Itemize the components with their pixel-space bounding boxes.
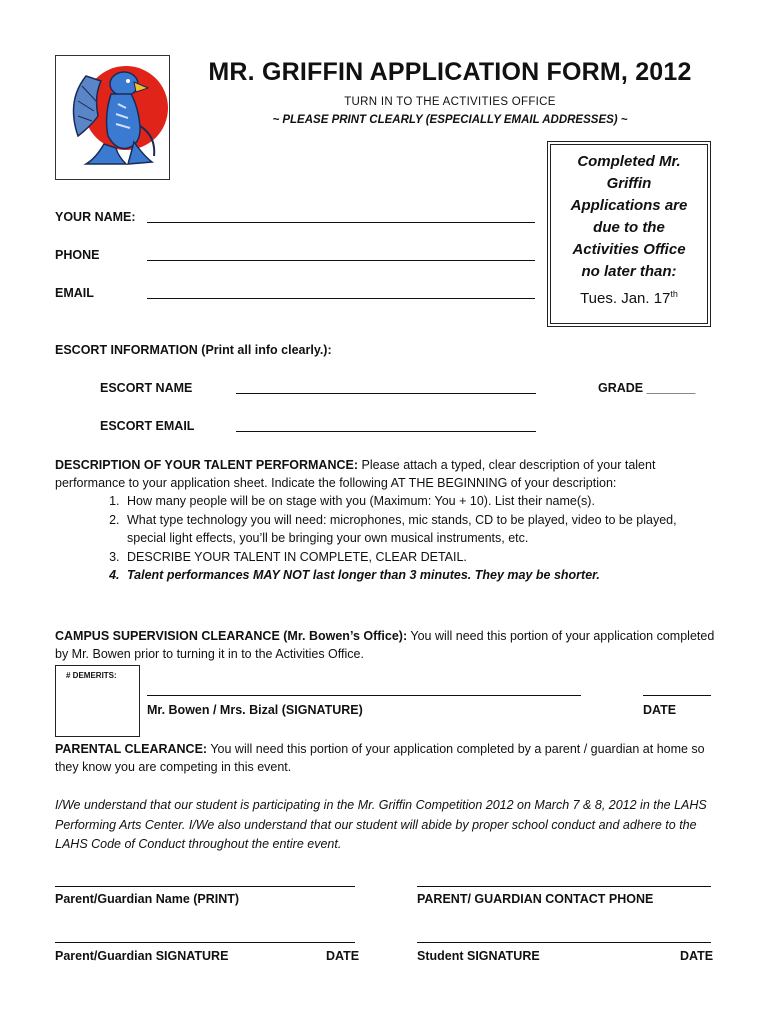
due-line: Activities Office xyxy=(572,241,686,258)
due-line: Completed Mr. xyxy=(577,153,681,170)
grade-field[interactable]: GRADE _______ xyxy=(598,381,696,395)
list-item: 2. What type technology you will need: microphones, mic stands, CD to be played, video to be played, special light effects, you’ll be bringing your own musical instruments, etc. xyxy=(123,511,695,548)
phone-field[interactable] xyxy=(147,260,535,261)
due-date-box xyxy=(550,144,708,324)
parent-phone-field[interactable] xyxy=(417,886,711,887)
griffin-mascot-icon xyxy=(56,56,170,180)
talent-intro: Please attach a typed, clear description of your talent performance to your application sheet. Indicate the following AT THE BEGINNING of your description: xyxy=(55,458,656,490)
parental-text: You will need this portion of your application completed by a parent / guardian at home so they know you are competing in this event. xyxy=(55,742,705,774)
parent-name-label: Parent/Guardian Name (PRINT) xyxy=(55,892,240,906)
due-line: no later than: xyxy=(581,263,677,280)
parental-heading: PARENTAL CLEARANCE: xyxy=(55,742,208,756)
supervisor-date-field[interactable] xyxy=(643,695,711,696)
parent-date-label: DATE xyxy=(326,949,360,963)
list-item: 3. DESCRIBE YOUR TALENT IN COMPLETE, CLEAR DETAIL. xyxy=(123,548,695,567)
email-field[interactable] xyxy=(147,298,535,299)
parent-signature-field[interactable] xyxy=(55,942,355,943)
parent-signature-label: Parent/Guardian SIGNATURE xyxy=(55,949,229,963)
campus-section xyxy=(55,627,715,663)
escort-email-label: ESCORT EMAIL xyxy=(100,419,195,433)
name-label: YOUR NAME: xyxy=(55,210,136,224)
talent-heading: DESCRIPTION OF YOUR TALENT PERFORMANCE: xyxy=(55,458,359,472)
escort-name-field[interactable] xyxy=(236,393,536,394)
supervisor-signature-label: Mr. Bowen / Mrs. Bizal (SIGNATURE) xyxy=(147,703,363,717)
list-item: 1. How many people will be on stage with you (Maximum: You + 10). List their name(s). xyxy=(123,492,695,511)
campus-text: You will need this portion of your application completed by Mr. Bowen prior to turning it in to the Activities Office. xyxy=(55,629,715,661)
page-title: MR. GRIFFIN APPLICATION FORM, 2012 xyxy=(208,58,692,86)
parent-phone-label: PARENT/ GUARDIAN CONTACT PHONE xyxy=(417,892,654,906)
due-line: Griffin xyxy=(606,175,652,192)
escort-name-label: ESCORT NAME xyxy=(100,381,193,395)
student-date-label: DATE xyxy=(680,949,714,963)
supervisor-signature-field[interactable] xyxy=(147,695,581,696)
page-subtitle: TURN IN TO THE ACTIVITIES OFFICE xyxy=(344,96,556,108)
parental-statement: I/We understand that our student is participating in the Mr. Griffin Competition 2012 on March 7 & 8, 2012 in the LAHS Performing Arts Center. I/We also understand that our student will abide by proper school conduct and adhere to the LAHS Code of Conduct throughout the entire event. xyxy=(55,798,707,851)
print-clearly-note: ~ PLEASE PRINT CLEARLY (ESPECIALLY EMAIL ADDRESSES) ~ xyxy=(272,114,628,126)
list-item: 4. Talent performances MAY NOT last longer than 3 minutes. They may be shorter. xyxy=(123,566,695,585)
due-line: due to the xyxy=(593,219,665,236)
escort-heading: ESCORT INFORMATION (Print all info clearly.): xyxy=(55,343,332,357)
phone-label: PHONE xyxy=(55,248,100,262)
student-signature-field[interactable] xyxy=(417,942,711,943)
student-signature-label: Student SIGNATURE xyxy=(417,949,540,963)
due-line: Applications are xyxy=(570,197,688,214)
parental-section xyxy=(55,740,715,776)
demerits-box[interactable] xyxy=(55,665,140,737)
demerits-label: # DEMERITS: xyxy=(66,671,117,680)
email-label: EMAIL xyxy=(55,286,94,300)
supervisor-date-label: DATE xyxy=(643,703,677,717)
escort-email-field[interactable] xyxy=(236,431,536,432)
name-field[interactable] xyxy=(147,222,535,223)
school-logo xyxy=(55,55,170,180)
talent-section xyxy=(55,456,715,492)
due-date: Tues. Jan. 17th xyxy=(580,289,678,307)
parent-name-field[interactable] xyxy=(55,886,355,887)
talent-list xyxy=(55,492,695,585)
campus-heading: CAMPUS SUPERVISION CLEARANCE (Mr. Bowen’s Office): xyxy=(55,629,408,643)
